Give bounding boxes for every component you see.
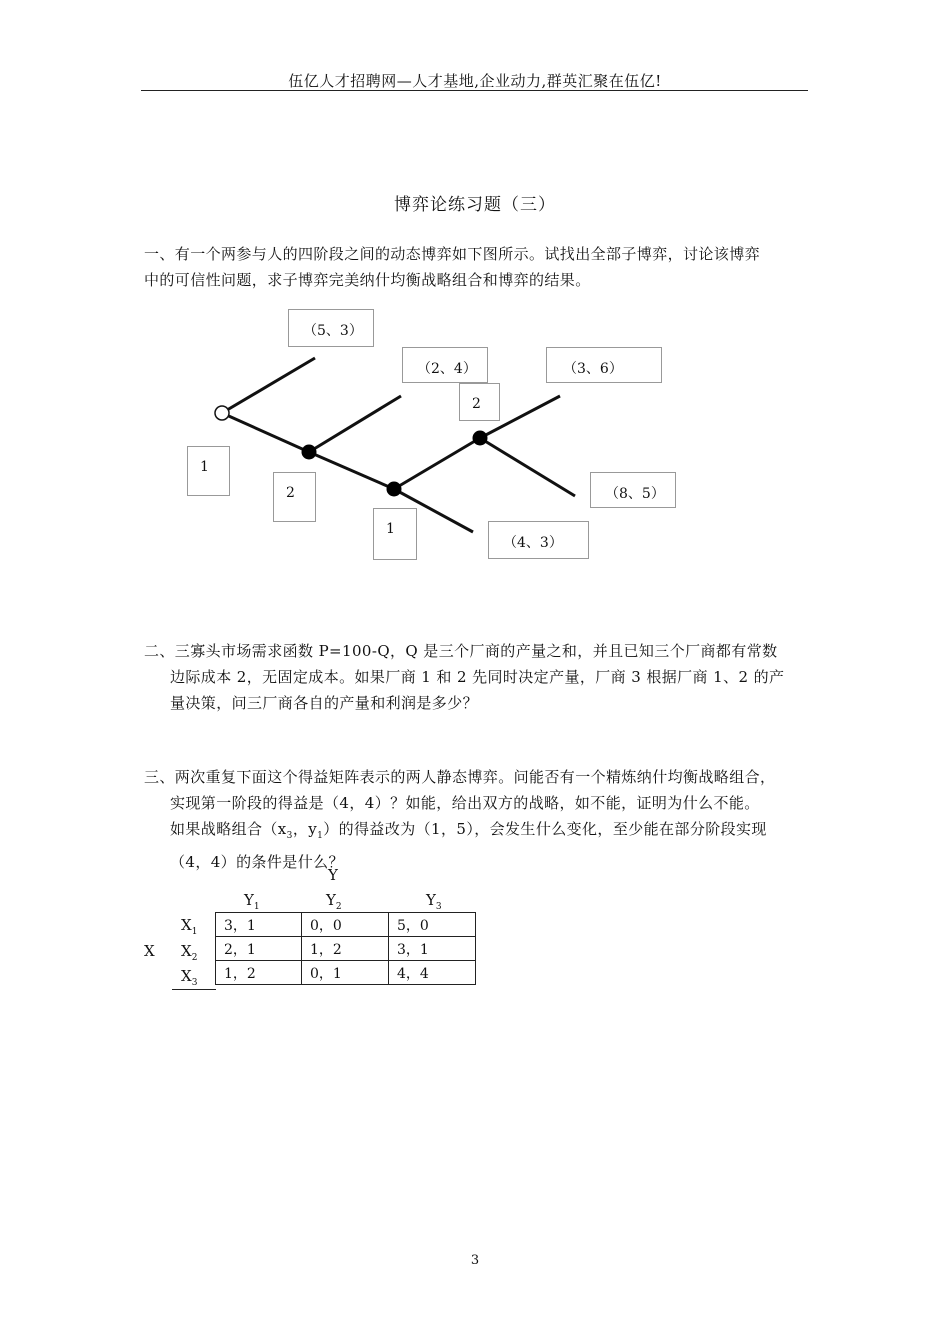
branch-node2-up — [309, 396, 401, 452]
row-label-2: $X_2$ — [181, 942, 198, 963]
decision-node-2 — [302, 445, 317, 460]
page-title: 博弈论练习题（三） — [394, 195, 556, 215]
payoff-box-2: （2、4） — [402, 347, 488, 383]
page-number: 3 — [470, 1253, 480, 1268]
payoff-box-5: （4、3） — [488, 521, 589, 559]
branch-node2-down — [309, 452, 394, 489]
question-2-line-3: 量决策，问三厂商各自的产量和利润是多少？ — [170, 694, 479, 712]
question-2 — [144, 638, 824, 716]
table-cell: 1，2 — [302, 937, 389, 961]
question-2-line-1: 二、三寡头市场需求函数 P=100-Q，Q 是三个厂商的产量之和，并且已知三个厂商都有常数 — [144, 642, 778, 660]
branch-root-up — [222, 358, 315, 413]
table-cell: 0，1 — [302, 961, 389, 985]
row-label-underline — [172, 989, 216, 990]
player-box-node2: 2 — [273, 472, 316, 522]
question-1-line-2: 中的可信性问题，求子博弈完美纳什均衡战略组合和博弈的结果。 — [144, 271, 591, 289]
column-label-1: $Y_1$ — [244, 891, 260, 912]
root-node — [215, 406, 229, 420]
table-cell: 5，0 — [389, 913, 476, 937]
column-player-label: Y — [328, 866, 338, 884]
column-label-2: $Y_2$ — [326, 891, 342, 912]
payoff-box-1: （5、3） — [288, 309, 374, 347]
branch-root-down — [222, 413, 309, 452]
table-row — [216, 961, 476, 985]
payoff-box-3: （3、6） — [546, 347, 662, 383]
table-row — [216, 913, 476, 937]
question-3-line-4: （4，4）的条件是什么？ — [170, 853, 344, 871]
decision-node-4 — [473, 431, 488, 446]
table-cell: 4，4 — [389, 961, 476, 985]
table-cell: 3，1 — [216, 913, 302, 937]
game-tree-lines — [0, 0, 950, 600]
branch-node3-up — [394, 438, 480, 489]
question-3-line-3: 如果战略组合（$x_3$，$y_1$）的得益改为（1，5），会发生什么变化，至少能在部分阶段实现 — [170, 820, 767, 841]
table-cell: 3，1 — [389, 937, 476, 961]
player-box-node4: 2 — [459, 383, 500, 421]
player-box-root: 1 — [187, 446, 230, 496]
table-cell: 0，0 — [302, 913, 389, 937]
question-1-line-1: 一、有一个两参与人的四阶段之间的动态博弈如下图所示。试找出全部子博弈，讨论该博弈 — [144, 245, 761, 263]
question-3 — [144, 764, 834, 875]
question-2-line-2: 边际成本 2，无固定成本。如果厂商 1 和 2 先同时决定产量，厂商 3 根据厂商 1、2 的产 — [170, 668, 785, 686]
column-label-3: $Y_3$ — [426, 891, 442, 912]
question-3-line-2: 实现第一阶段的得益是（4，4）？如能，给出双方的战略，如不能，证明为什么不能。 — [170, 794, 760, 812]
payoff-box-4: （8、5） — [590, 472, 676, 508]
row-player-label: X — [144, 942, 155, 960]
player-box-node3: 1 — [373, 508, 417, 560]
table-row — [216, 937, 476, 961]
question-3-line-1: 三、两次重复下面这个得益矩阵表示的两人静态博弈。问能否有一个精炼纳什均衡战略组合， — [144, 768, 776, 786]
row-label-1: $X_1$ — [181, 916, 198, 937]
branch-node4-down — [480, 438, 575, 496]
decision-node-3 — [387, 482, 402, 497]
table-cell: 2，1 — [216, 937, 302, 961]
payoff-table — [215, 912, 476, 985]
header-banner: 伍亿人才招聘网—人才基地,企业动力,群英汇聚在伍亿! — [288, 72, 662, 90]
table-cell: 1，2 — [216, 961, 302, 985]
row-label-3: $X_3$ — [181, 967, 198, 988]
